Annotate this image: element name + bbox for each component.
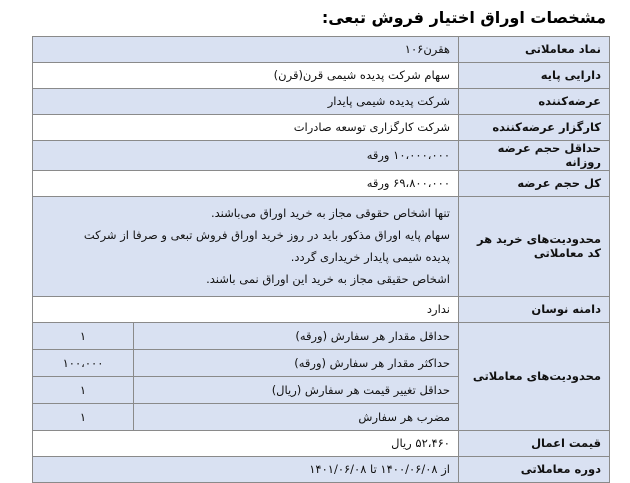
row-label: کل حجم عرضه <box>459 170 610 196</box>
table-row <box>33 296 610 322</box>
row-label: محدودیت‌های معاملاتی <box>459 322 610 430</box>
table-row <box>33 115 610 141</box>
row-label: دامنه نوسان <box>459 296 610 322</box>
table-row <box>33 141 610 171</box>
row-label: عرضه‌کننده <box>459 89 610 115</box>
limit-name: حداکثر مقدار هر سفارش (ورقه) <box>134 349 459 376</box>
limit-value: ۱ <box>79 409 87 424</box>
table-row <box>33 322 610 430</box>
row-value: شرکت کارگزاری توسعه صادرات <box>33 115 459 141</box>
trade-limits-cell <box>33 322 459 430</box>
row-label: قیمت اعمال <box>459 430 610 456</box>
limit-value: ۱ <box>33 323 134 350</box>
restrictions-cell <box>33 196 459 296</box>
option-specs-table <box>32 36 610 483</box>
limit-value: ۱۰۰،۰۰۰ <box>33 349 134 376</box>
table-row <box>33 196 610 296</box>
table-row <box>33 37 610 63</box>
subtable-row <box>33 376 458 403</box>
row-label: محدودیت‌های خرید هر کد معاملاتی <box>459 196 610 296</box>
table-row <box>33 430 610 456</box>
trade-limits-subtable <box>33 323 458 430</box>
row-value: ۵۲،۴۶۰ ریال <box>33 430 459 456</box>
limit-name: حداقل مقدار هر سفارش (ورقه) <box>134 323 459 350</box>
table-row <box>33 89 610 115</box>
row-label: دوره معاملاتی <box>459 456 610 482</box>
table-row <box>33 170 610 196</box>
subtable-row <box>33 349 458 376</box>
table-row <box>33 456 610 482</box>
section-heading: مشخصات اوراق اختیار فروش تبعی: <box>321 8 606 27</box>
row-value: ۱۰،۰۰۰،۰۰۰ ورقه <box>33 141 459 171</box>
restriction-line: تنها اشخاص حقوقی مجاز به خرید اوراق می‌باشند. <box>210 206 450 221</box>
row-value: شرکت پدیده شیمی پایدار <box>33 89 459 115</box>
restriction-line: اشخاص حقیقی مجاز به خرید این اوراق نمی باشند. <box>206 272 450 287</box>
limit-value: ۱ <box>33 376 134 403</box>
row-value: هقرن۱۰۶ <box>33 37 459 63</box>
table-row <box>33 63 610 89</box>
row-label: دارایی پایه <box>459 63 610 89</box>
restriction-line: سهام پایه اوراق مذکور باید در روز خرید اوراق فروش تبعی و صرفا از شرکت <box>83 228 450 243</box>
limit-name: حداقل تغییر قیمت هر سفارش (ریال) <box>134 376 459 403</box>
subtable-row <box>33 323 458 350</box>
row-value: سهام شرکت پدیده شیمی قرن(قرن) <box>33 63 459 89</box>
row-label: حداقل حجم عرضه روزانه <box>459 141 610 171</box>
limit-name: مضرب هر سفارش <box>134 403 459 430</box>
row-value: ۶۹،۸۰۰،۰۰۰ ورقه <box>33 170 459 196</box>
row-label: کارگزار عرضه‌کننده <box>459 115 610 141</box>
row-value: ندارد <box>33 296 459 322</box>
restriction-line: پدیده شیمی پایدار خریداری گردد. <box>290 250 450 265</box>
row-value: از ۱۴۰۰/۰۶/۰۸ تا ۱۴۰۱/۰۶/۰۸ <box>33 456 459 482</box>
row-label: نماد معاملاتی <box>459 37 610 63</box>
subtable-row <box>33 403 458 430</box>
